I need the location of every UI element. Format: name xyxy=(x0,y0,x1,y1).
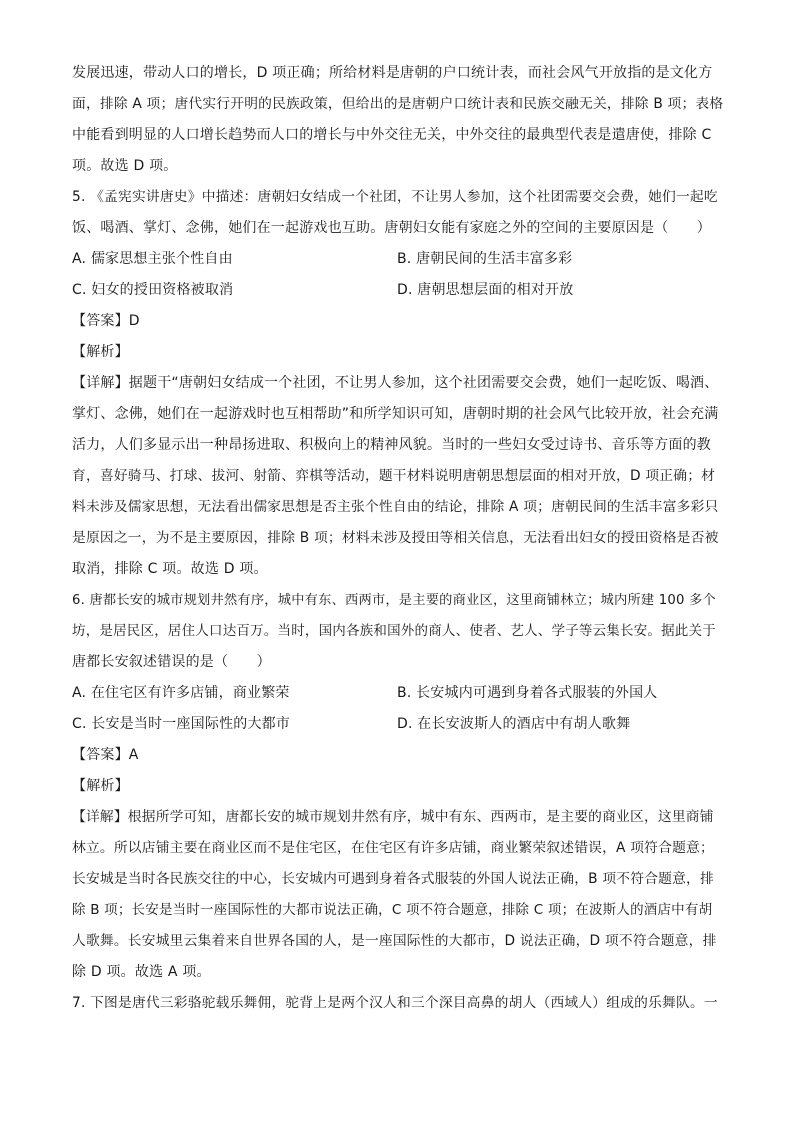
detail-line: 除 B 项；长安是当时一座国际性的大都市说法正确，C 项不符合题意，排除 C 项；在波斯人的酒店中有胡 xyxy=(72,902,713,918)
question-5 xyxy=(72,182,722,585)
question-stem: 坊，是居民区，居住人口达百万。当时，国内各族和国外的商人、使者、艺人、学子等云集长安。据此关于 xyxy=(72,623,716,639)
options-row xyxy=(72,244,722,275)
question-stem: 7. 下图是唐代三彩骆驼载乐舞佣，驼背上是两个汉人和三个深目高鼻的胡人（西域人）组成的乐舞队。一 xyxy=(72,995,718,1011)
detail-line: 【详解】根据所学可知，唐都长安的城市规划井然有序，城中有东、西两市，是主要的商业区，这里商铺 xyxy=(72,809,714,825)
option-d: D. 在长安波斯人的酒店中有胡人歌舞 xyxy=(397,716,631,732)
previous-analysis-continuation xyxy=(72,58,722,182)
options-row xyxy=(72,275,722,306)
question-6 xyxy=(72,585,722,988)
detail-line: 掌灯、念佛，她们在一起游戏时也互相帮助”和所学知识可知，唐朝时期的社会风气比较开放，社会充满 xyxy=(72,406,719,422)
question-stem: 6. 唐都长安的城市规划井然有序，城中有东、西两市，是主要的商业区，这里商铺林立；城内所建 100 多个 xyxy=(72,593,716,608)
question-stem: 5. 《孟宪实讲唐史》中描述：唐朝妇女结成一个社团，不让男人参加，这个社团需要交会费，她们一起吃 xyxy=(72,189,718,205)
text-line: 面，排除 A 项；唐代实行开明的民族政策，但给出的是唐朝户口统计表和民族交融无关，排除 B 项；表格 xyxy=(72,96,724,112)
detail-line: 育，喜好骑马、打球、拔河、射箭、弈棋等活动，题干材料说明唐朝思想层面的相对开放，D 项正确；材 xyxy=(72,468,716,484)
text-line: 中能看到明显的人口增长趋势而人口的增长与中外交往无关，中外交往的最典型代表是遣唐使，排除 C xyxy=(72,127,712,143)
question-7 xyxy=(72,988,722,1019)
question-stem: 唐都长安叙述错误的是（ ） xyxy=(72,654,271,670)
options-row xyxy=(72,678,722,709)
question-stem: 饭、喝酒、掌灯、念佛，她们在一起游戏也互助。唐朝妇女能有家庭之外的空间的主要原因是（ ） xyxy=(72,220,711,236)
detail-line: 林立。所以店铺主要在商业区而不是住宅区，在住宅区有许多店铺，商业繁荣叙述错误，A 项符合题意； xyxy=(72,840,714,856)
option-a: A. 儒家思想主张个性自由 xyxy=(72,251,233,267)
answer-line: 【答案】D xyxy=(72,313,140,329)
text-line: 发展迅速，带动人口的增长，D 项正确；所给材料是唐朝的户口统计表，而社会风气开放指的是文化方 xyxy=(72,65,713,81)
options-row xyxy=(72,709,722,740)
option-b: B. 唐朝民间的生活丰富多彩 xyxy=(397,251,573,267)
detail-line: 取消，排除 C 项。故选 D 项。 xyxy=(72,561,268,577)
option-c: C. 妇女的授田资格被取消 xyxy=(72,282,234,298)
analysis-label: 【解析】 xyxy=(72,344,129,360)
document-page xyxy=(72,58,722,1019)
detail-line: 料未涉及儒家思想，无法看出儒家思想是否主张个性自由的结论，排除 A 项；唐朝民间的生活丰富多彩只 xyxy=(72,499,719,515)
option-b: B. 长安城内可遇到身着各式服装的外国人 xyxy=(397,685,658,701)
detail-line: 活力，人们多显示出一种昂扬进取、积极向上的精神风貌。当时的一些妇女受过诗书、音乐等方面的教 xyxy=(72,437,711,453)
answer-line: 【答案】A xyxy=(72,747,139,763)
text-line: 项。故选 D 项。 xyxy=(72,158,178,174)
detail-line: 人歌舞。长安城里云集着来自世界各国的人，是一座国际性的大都市，D 说法正确，D 项不符合题意，排 xyxy=(72,933,717,949)
detail-line: 除 D 项。故选 A 项。 xyxy=(72,964,211,980)
detail-line: 【详解】据题干“唐朝妇女结成一个社团，不让男人参加，这个社团需要交会费，她们一起吃饭、喝酒、 xyxy=(72,375,719,391)
detail-line: 是原因之一，为不是主要原因，排除 B 项；材料未涉及授田等相关信息，无法看出妇女的授田资格是否被 xyxy=(72,530,719,546)
detail-line: 长安城是当时各民族交往的中心，长安城内可遇到身着各式服装的外国人说法正确，B 项不符合题意，排 xyxy=(72,871,714,887)
option-c: C. 长安是当时一座国际性的大都市 xyxy=(72,716,291,732)
option-d: D. 唐朝思想层面的相对开放 xyxy=(397,282,574,298)
analysis-label: 【解析】 xyxy=(72,778,129,794)
option-a: A. 在住宅区有许多店铺，商业繁荣 xyxy=(72,685,290,701)
